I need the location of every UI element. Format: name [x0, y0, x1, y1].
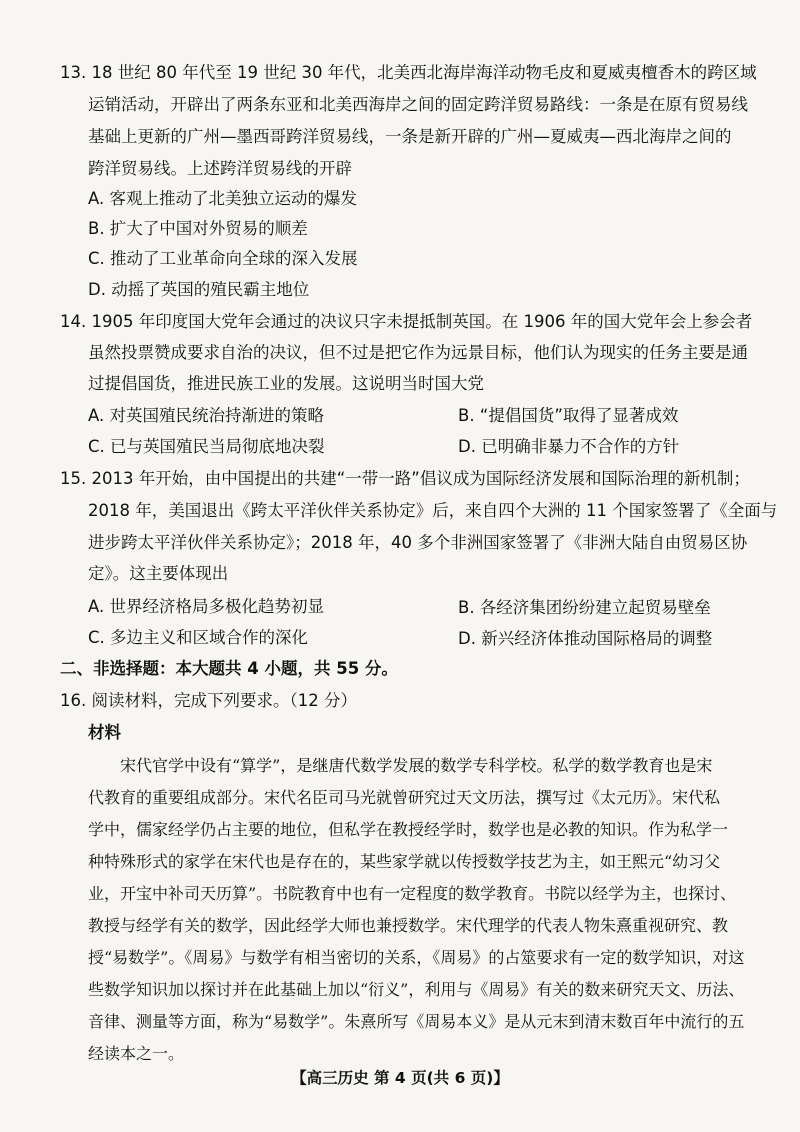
question-14-option-d: D. 已明确非暴力不合作的方针: [458, 437, 680, 456]
question-14-option-a: A. 对英国殖民统治持渐进的策略: [88, 406, 324, 425]
material-line: 学中，儒家经学仍占主要的地位，但私学在教授经学时，数学也是必教的知识。作为私学一: [88, 820, 729, 839]
question-15-option-b: B. 各经济集团纷纷建立起贸易壁垒: [458, 598, 711, 617]
question-15-line: 定》。这主要体现出: [88, 564, 229, 583]
question-15-line: 15. 2013 年开始，由中国提出的共建“一带一路”倡议成为国际经济发展和国际治理的新机制；: [60, 469, 750, 488]
section-heading: 二、非选择题：本大题共 4 小题，共 55 分。: [60, 659, 398, 678]
page-footer: 【高三历史 第 4 页(共 6 页)】: [291, 1069, 509, 1087]
question-13-option-b: B. 扩大了中国对外贸易的顺差: [88, 219, 308, 238]
material-line: 些数学知识加以探讨并在此基础上加以“衍义”，利用与《周易》有关的数来研究天文、历法、: [88, 980, 745, 999]
question-15-option-d: D. 新兴经济体推动国际格局的调整: [458, 629, 713, 648]
material-line: 业，开宝中补司天历算”。书院教育中也有一定程度的数学教育。书院以经学为主，也探讨、: [88, 884, 737, 903]
material-line: 经读本之一。: [88, 1044, 185, 1063]
material-label: 材料: [88, 723, 121, 742]
question-13-line: 跨洋贸易线。上述跨洋贸易线的开辟: [88, 159, 352, 178]
material-line: 音律、测量等方面，称为“易数学”。朱熹所写《周易本义》是从元末到清末数百年中流行的五: [88, 1012, 745, 1031]
question-15-option-a: A. 世界经济格局多极化趋势初显: [88, 597, 324, 616]
question-14-option-c: C. 已与英国殖民当局彻底地决裂: [88, 437, 325, 456]
question-14-option-b: B. “提倡国货”取得了显著成效: [458, 406, 679, 425]
question-15-line: 2018 年，美国退出《跨太平洋伙伴关系协定》后，来自四个大洲的 11 个国家签署了《全面与: [88, 501, 778, 520]
question-14-line: 14. 1905 年印度国大党年会通过的决议只字未提抵制英国。在 1906 年的国大党年会上参会者: [60, 312, 753, 331]
material-line: 宋代官学中设有“算学”，是继唐代数学发展的数学专科学校。私学的数学教育也是宋: [120, 756, 713, 775]
question-14-line: 虽然投票赞成要求自治的决议，但不过是把它作为远景目标，他们认为现实的任务主要是通: [88, 343, 748, 362]
material-line: 教授与经学有关的数学，因此经学大师也兼授数学。宋代理学的代表人物朱熹重视研究、教: [88, 916, 729, 935]
question-15-line: 进步跨太平洋伙伴关系协定》；2018 年，40 多个非洲国家签署了《非洲大陆自由贸易区协: [88, 533, 748, 552]
question-13-line: 基础上更新的广州—墨西哥跨洋贸易线，一条是新开辟的广州—夏威夷—西北海岸之间的: [88, 127, 732, 146]
material-line: 代教育的重要组成部分。宋代名臣司马光就曾研究过天文历法，撰写过《太元历》。宋代私: [88, 788, 721, 807]
question-15-option-c: C. 多边主义和区域合作的深化: [88, 628, 309, 647]
question-13-line: 运销活动，开辟出了两条东亚和北美西海岸之间的固定跨洋贸易路线：一条是在原有贸易线: [88, 95, 748, 114]
question-13-option-a: A. 客观上推动了北美独立运动的爆发: [88, 189, 357, 208]
question-13-line: 13. 18 世纪 80 年代至 19 世纪 30 年代，北美西北海岸海洋动物毛皮和夏威夷檀香木的跨区域: [60, 63, 757, 82]
material-line: 种特殊形式的家学在宋代也是存在的，某些家学就以传授数学技艺为主，如王熙元“幼习父: [88, 852, 721, 871]
question-13-option-c: C. 推动了工业革命向全球的深入发展: [88, 249, 358, 268]
material-line: 授“易数学”。《周易》与数学有相当密切的关系，《周易》的占筮要求有一定的数学知识，对这: [88, 948, 745, 967]
question-14-line: 过提倡国货，推进民族工业的发展。这说明当时国大党: [88, 374, 484, 393]
question-13-option-d: D. 动摇了英国的殖民霸主地位: [88, 280, 310, 299]
question-16-title: 16. 阅读材料，完成下列要求。（12 分）: [60, 691, 357, 710]
